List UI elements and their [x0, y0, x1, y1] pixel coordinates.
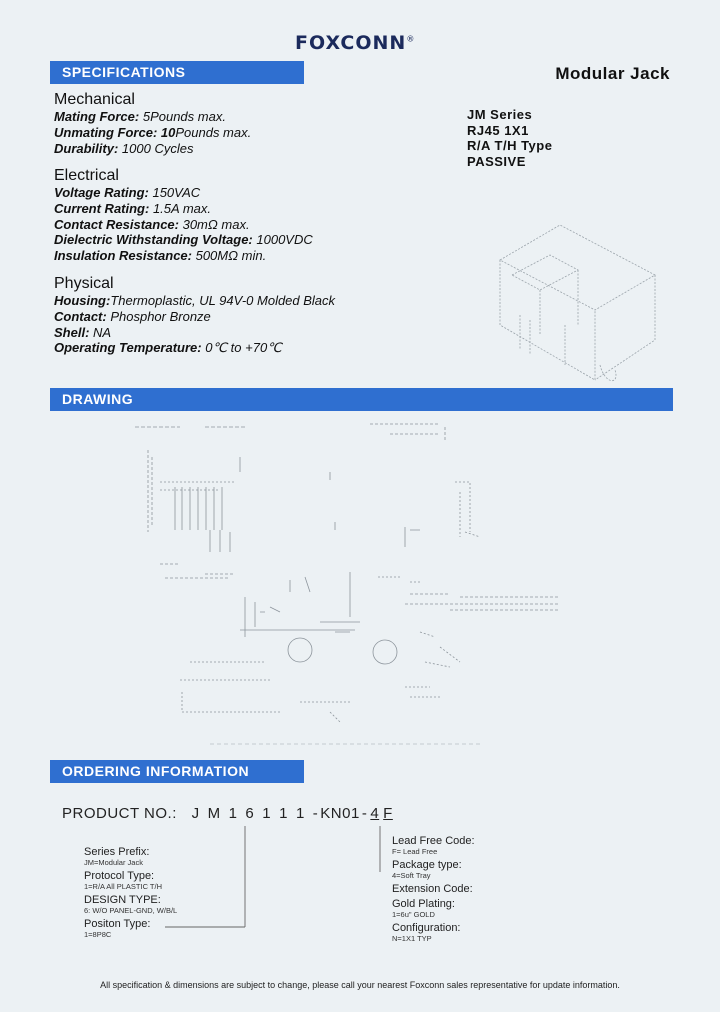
spec-label: Mating Force:: [54, 109, 140, 124]
field-detail: F= Lead Free: [392, 847, 438, 856]
field-detail: 1=R/A All PLASTIC T/H: [84, 882, 163, 891]
spec-line: [54, 248, 313, 264]
product-number-label: PRODUCT NO.:: [62, 805, 177, 822]
spec-label: Current Rating:: [54, 200, 150, 216]
spec-line: [54, 340, 335, 356]
spec-line: [54, 185, 313, 201]
ordering-right-fields: [392, 835, 475, 943]
spec-value: 1.5A max.: [149, 200, 211, 216]
product-title: Modular Jack: [555, 64, 670, 83]
spec-line: [54, 141, 251, 157]
spec-value: 30mΩ max.: [178, 216, 250, 232]
code-part: -: [361, 805, 368, 822]
field-label: Configuration:: [392, 922, 461, 934]
spec-label: Housing:: [54, 293, 111, 308]
field-label: Protocol Type:: [84, 870, 155, 882]
series-line: R/A T/H Type: [467, 138, 553, 153]
field-label: Package type:: [392, 859, 462, 871]
code-part: 1: [279, 805, 288, 822]
field-label: DESIGN TYPE:: [84, 894, 161, 906]
series-info: [467, 107, 552, 169]
spec-value: Thermoplastic, UL 94V-0 Molded Black: [110, 293, 336, 308]
series-line: PASSIVE: [467, 153, 526, 169]
drawing-bar: DRAWING: [50, 388, 673, 411]
technical-drawing: [120, 412, 580, 757]
electrical-heading: Electrical: [54, 167, 119, 184]
spec-line: [54, 325, 335, 341]
series-line: JM Series: [467, 107, 533, 122]
product-code: [192, 805, 401, 822]
spec-value: NA: [89, 324, 112, 340]
field-detail: 4=Soft Tray: [392, 871, 431, 880]
mechanical-section: [54, 91, 251, 156]
code-part: -: [312, 805, 319, 822]
physical-section: [54, 275, 335, 356]
spec-line: [54, 309, 335, 325]
registered-mark: ®: [406, 34, 416, 44]
field-detail: 6: W/O PANEL-GND, W/B/L: [84, 906, 178, 915]
foxconn-logo: [295, 32, 415, 54]
spec-label: Unmating Force: 10: [54, 124, 176, 140]
spec-line: [54, 217, 313, 233]
code-part: KN01: [320, 805, 360, 822]
code-part: 1: [295, 805, 305, 822]
code-part: 1: [262, 805, 272, 822]
spec-label: Contact:: [54, 308, 107, 324]
spec-value: 0℃ to +70℃: [201, 340, 282, 356]
spec-value: 1000VDC: [252, 232, 313, 248]
code-part: 6: [245, 805, 255, 822]
logo-text: FOXCONN: [295, 32, 407, 54]
spec-label: Shell:: [54, 324, 90, 340]
spec-value: Phosphor Bronze: [106, 308, 211, 324]
spec-line: [54, 109, 251, 125]
field-label: Positon Type:: [84, 918, 151, 930]
field-label: Series Prefix:: [84, 846, 150, 858]
spec-line: [54, 201, 313, 217]
field-detail: 1=8P8C: [84, 930, 112, 939]
field-label: Extension Code:: [392, 883, 473, 895]
jack-isometric-illustration: [490, 215, 660, 390]
code-part: F: [383, 805, 393, 822]
ordering-left-fields: [84, 846, 177, 939]
spec-label: Voltage Rating:: [54, 185, 149, 200]
footer-disclaimer: All specification & dimensions are subject to change, please call your nearest Foxconn sales representative for update information.: [100, 980, 620, 990]
code-part: 1: [228, 805, 238, 822]
code-part: J: [191, 805, 200, 822]
spec-line: [54, 232, 313, 248]
mechanical-heading: Mechanical: [54, 91, 135, 108]
field-detail: 1=6u" GOLD: [392, 910, 435, 919]
field-detail: JM=Modular Jack: [84, 858, 143, 867]
code-part: M: [207, 805, 221, 822]
field-detail: N=1X1 TYP: [392, 934, 432, 943]
product-number: [62, 805, 401, 822]
spec-label: Dielectric Withstanding Voltage:: [54, 232, 253, 248]
spec-value: 1000 Cycles: [118, 140, 194, 156]
spec-line: [54, 125, 251, 141]
spec-label: Contact Resistance:: [54, 216, 179, 232]
code-part: 4: [370, 805, 380, 822]
field-label: Gold Plating:: [392, 898, 455, 910]
spec-label: Operating Temperature:: [54, 340, 202, 356]
spec-value: 5Pounds max.: [139, 109, 226, 124]
spec-line: [54, 293, 335, 309]
ordering-bar: ORDERING INFORMATION: [50, 760, 304, 783]
spec-value: Pounds max.: [175, 124, 252, 140]
specifications-bar: SPECIFICATIONS: [50, 61, 304, 84]
spec-label: Durability:: [54, 140, 119, 156]
electrical-section: [54, 167, 313, 264]
field-label: Lead Free Code:: [392, 835, 475, 847]
spec-value: 150VAC: [148, 185, 201, 200]
physical-heading: Physical: [54, 275, 114, 292]
spec-value: 500MΩ min.: [191, 248, 267, 264]
series-line: RJ45 1X1: [467, 122, 529, 138]
spec-label: Insulation Resistance:: [54, 248, 192, 264]
